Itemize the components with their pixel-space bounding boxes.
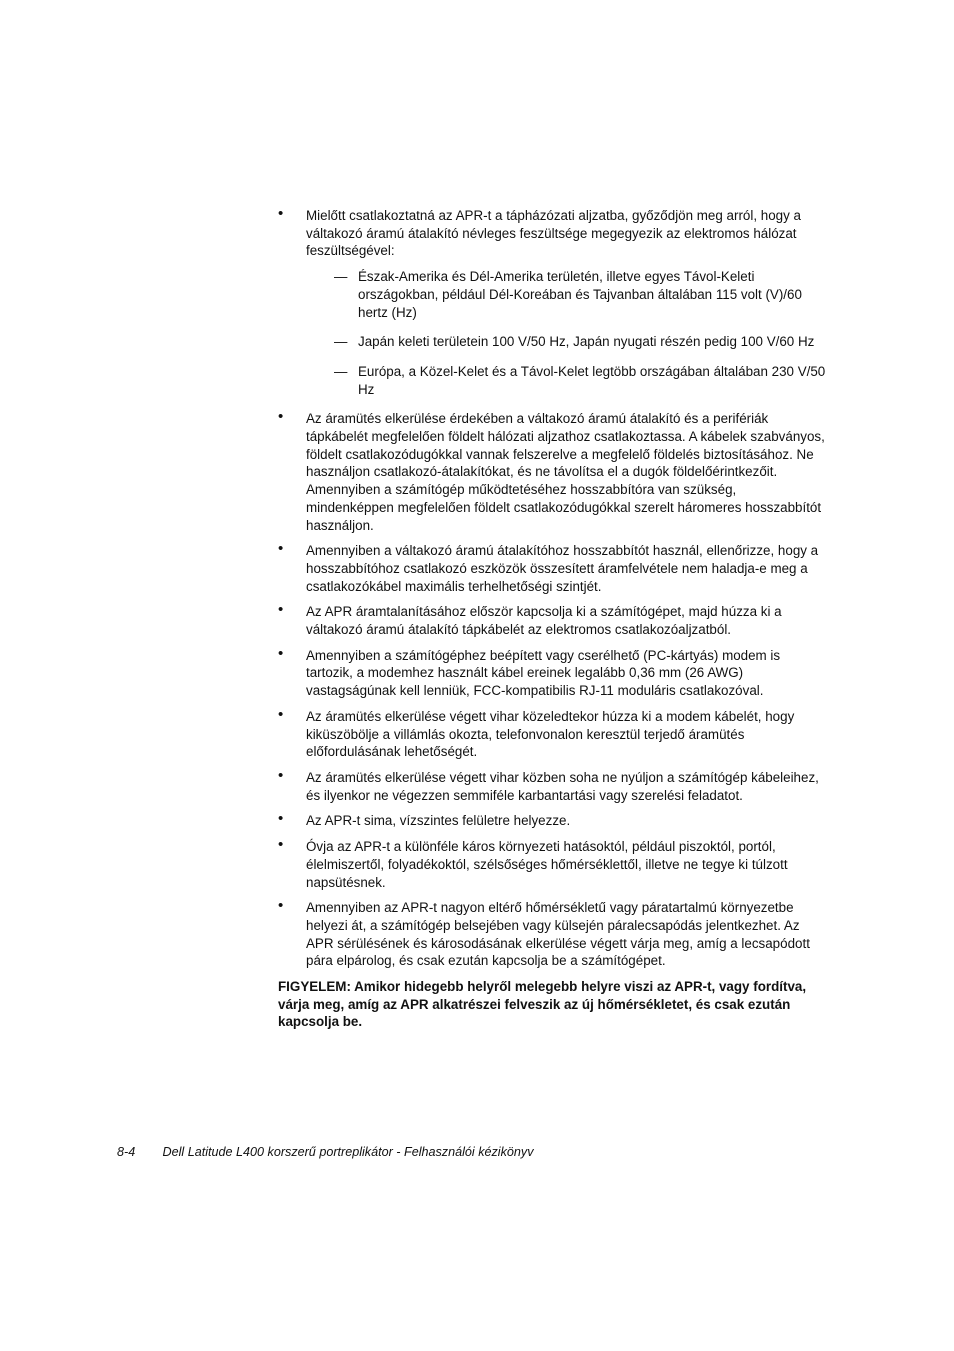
bullet-text: Az APR áramtalanításához először kapcsolja ki a számítógépet, majd húzza ki a váltakozó áramú átalakító tápkábelét az elektromos csatlakozóaljzatból.: [306, 604, 782, 638]
bullet-text: Amennyiben a váltakozó áramú átalakítóhoz hosszabbítót használ, ellenőrizze, hogy a hosszabbítóhoz csatlakozó eszközök összesített áramfelvétele nem haladja-e meg a csatlakozókábel maximális terhelhetőségi szintjét.: [306, 543, 819, 594]
bullet-text: Az áramütés elkerülése érdekében a váltakozó áramú átalakító és a perifériák tápkábelét megfelelően földelt hálózati aljzathoz csatlakoztassa. A kábelek szabványos, földelt csatlakozódugókkal vannak felszerelve a megfelelő földelés biztosításához. Ne használjon csatlakozó-átalakítókat, és ne távolítsa el a dugók földelőérintkezőit. Amennyiben a számítógép működtetéséhez hosszabbítóra van szükség, mindenképpen megfelelően földelt csatlakozódugókkal szerelt háromeres hosszabbítót használjon.: [306, 411, 825, 533]
bullet-text: Amennyiben a számítógéphez beépített vagy cserélhető (PC-kártyás) modem is tartozik, a modemhez használt kábel ereinek legalább 0,36 mm (26 AWG) vastagságúnak kell lenniük, FCC-kompatibilis RJ-11 moduláris csatlakozóval.: [306, 647, 781, 699]
page-content: [278, 207, 826, 1031]
bullet-icon: •: [278, 601, 284, 619]
footer-title: Dell Latitude L400 korszerű portreplikátor - Felhasználói kézikönyv: [162, 1145, 534, 1159]
dash-icon: —: [334, 363, 348, 379]
bullet-item: [278, 603, 826, 638]
bullet-item: [278, 766, 826, 804]
bullet-icon: •: [278, 897, 284, 915]
safety-bullet-list: [278, 207, 826, 970]
sub-item: [306, 268, 826, 321]
sub-item-text: Európa, a Közel-Kelet és a Távol-Kelet legtöbb országában általában 230 V/50 Hz: [358, 363, 826, 397]
bullet-icon: •: [278, 766, 284, 784]
bullet-item: [278, 705, 826, 761]
bullet-item: [278, 812, 826, 830]
bullet-icon: •: [278, 644, 284, 662]
bullet-icon: •: [278, 540, 284, 558]
bullet-text: Az áramütés elkerülése végett vihar közben soha ne nyúljon a számítógép kábeleihez, és ilyenkor ne végezzen semmiféle karbantartási vagy szerelési feladatot.: [306, 769, 819, 803]
bullet-item: [278, 644, 826, 700]
bullet-text: Az áramütés elkerülése végett vihar közeledtekor húzza ki a modem kábelét, hogy kiküszöbölje a villámlás okozta, telefonvonalon keresztül terjedő áramütés előfordulásának lehetőségét.: [306, 708, 795, 760]
bullet-icon: •: [278, 408, 284, 426]
bullet-icon: •: [278, 705, 284, 723]
sub-item: [306, 363, 826, 398]
bullet-item: [278, 899, 826, 970]
bullet-text: Amennyiben az APR-t nagyon eltérő hőmérsékletű vagy páratartalmú környezetbe helyezi át, a számítógép belsejében vagy külsején páralecsapódás jelentkezhet. Az APR sérülésének és károsodásának elkerülése végett várja meg, amíg a lecsapódott pára elpárolog, és csak ezután kapcsolja be a számítógépet.: [306, 900, 810, 969]
page-footer: [117, 1145, 534, 1159]
bullet-icon: •: [278, 836, 284, 854]
bullet-item: [278, 542, 826, 595]
sub-item: [306, 333, 826, 351]
dash-icon: —: [334, 334, 348, 350]
page-number: 8-4: [117, 1145, 136, 1159]
bullet-text: Mielőtt csatlakoztatná az APR-t a tápházózati aljzatba, győződjön meg arról, hogy a váltakozó áramú átalakító névleges feszültsége megegyezik az elektromos hálózat feszültségével:: [306, 208, 801, 259]
bullet-text: Óvja az APR-t a különféle káros környezeti hatásoktól, például piszoktól, portól, élelmiszertől, folyadékoktól, szélsőséges hőmérséklettől, illetve ne tegye ki túlzott napsütésnek.: [306, 839, 788, 890]
bullet-item: [278, 410, 826, 534]
bullet-icon: •: [278, 810, 284, 828]
dash-icon: —: [334, 269, 348, 285]
bullet-item: [278, 207, 826, 398]
sub-item-text: Észak-Amerika és Dél-Amerika területén, illetve egyes Távol-Keleti országokban, például Dél-Koreában és Tajvanban általában 115 volt (V)/60 hertz (Hz): [358, 269, 802, 320]
bullet-item: [278, 838, 826, 891]
sub-item-text: Japán keleti területein 100 V/50 Hz, Japán nyugati részén pedig 100 V/60 Hz: [358, 334, 815, 350]
bullet-text: Az APR-t sima, vízszintes felületre helyezze.: [306, 813, 571, 829]
warning-note: FIGYELEM: Amikor hidegebb helyről melegebb helyre viszi az APR-t, vagy fordítva, várja meg, amíg az APR alkatrészei felveszik az új hőmérsékletet, és csak ezután kapcsolja be.: [278, 979, 807, 1030]
bullet-icon: •: [278, 205, 284, 222]
